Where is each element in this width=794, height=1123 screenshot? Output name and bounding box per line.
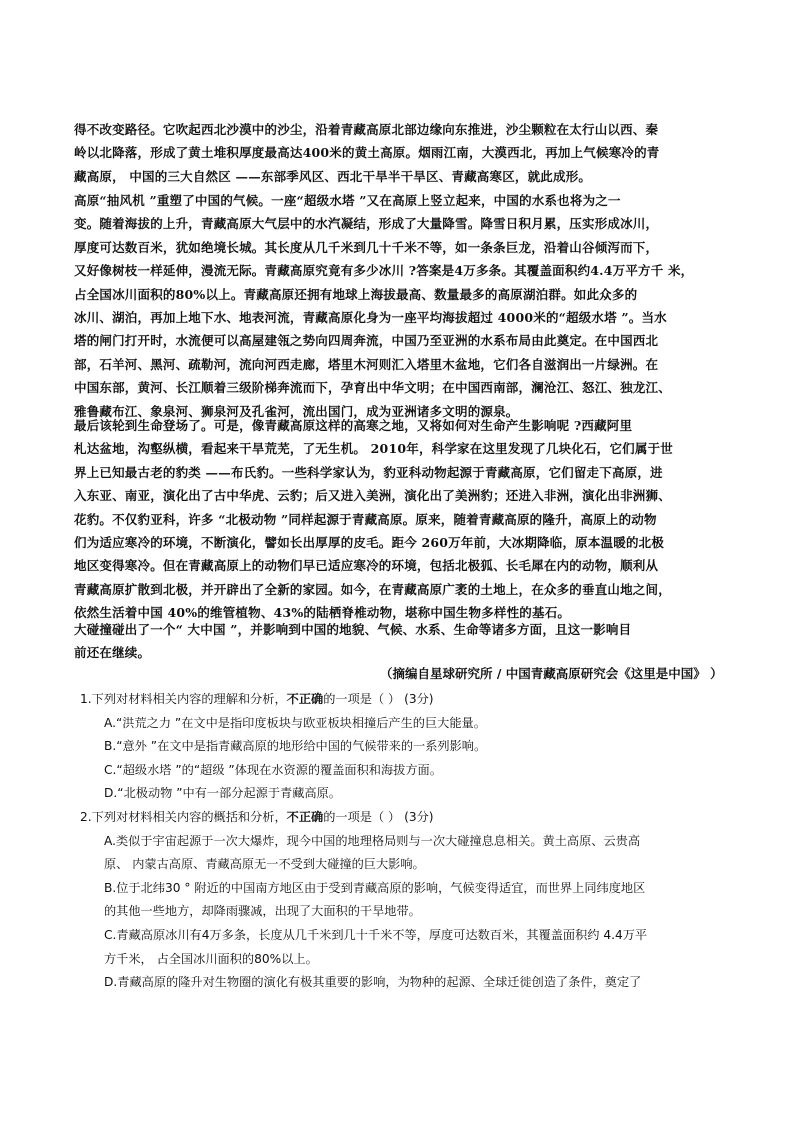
option-c: C.“超级水塔 ”的“超级 ”体现在水资源的覆盖面积和海拔方面。 (104, 762, 442, 777)
passage-line: 最后该轮到生命登场了。可是，像青藏高原这样的高寒之地，又将如何对生命产生影响呢 ?西藏阿里 (74, 418, 633, 433)
option-a: A.类似于宇宙起源于一次大爆炸，现今中国的地理格局则与一次大碰撞息息相关。黄土高原、云贵高 (104, 833, 641, 848)
emphasis-not-correct: 不正确 (286, 692, 324, 706)
passage-line: 们为适应寒冷的环境，不断演化，譬如长出厚厚的皮毛。距今 260万年前，大冰期降临，原本温暖的北极 (74, 535, 665, 551)
passage-line: 中国东部，黄河、长江顺着三级阶梯奔流而下，孕育出中华文明；在中国西南部，澜沧江、怒江、独龙江、 (74, 380, 671, 396)
passage-paragraph-2 (74, 189, 724, 423)
question-stem: 2.下列对材料相关内容的概括和分析，不正确的一项是（ ） (3分) (80, 810, 434, 824)
passage-paragraph-4 (74, 618, 724, 665)
passage-paragraph-1 (74, 118, 724, 188)
option-a-continued: 原、 内蒙古高原、青藏高原无一不受到大碰撞的巨大影响。 (104, 857, 425, 872)
passage-line: 入东亚、南亚，演化出了古中华虎、云豹；后又进入美洲，演化出了美洲豹；还进入非洲，演化出非洲狮、 (74, 488, 671, 504)
passage-line: 花豹。不仅豹亚科，许多 “北极动物 ”同样起源于青藏高原。原来，随着青藏高原的隆升，高原上的动物 (74, 511, 657, 527)
question-1 (80, 688, 720, 806)
question-stem: 1.下列对材料相关内容的理解和分析，不正确的一项是（ ） (3分) (80, 692, 434, 706)
passage-line: 地区变得寒冷。但在青藏高原上的动物们早已适应寒冷的环境，包括北极狐、长毛犀在内的动物，顺利从 (74, 558, 659, 574)
option-a: A.“洪荒之力 ”在文中是指印度板块与欧亚板块相撞后产生的巨大能量。 (104, 715, 486, 730)
passage-line: 青藏高原扩散到北极，并开辟出了全新的家园。如今，在青藏高原广袤的土地上，在众多的垂直山地之间， (74, 581, 671, 597)
option-c-continued: 方千米， 占全国冰川面积的80%以上。 (104, 951, 318, 966)
passage-line: 大碰撞碰出了一个“ 大中国 ”，并影响到中国的地貌、气候、水系、生命等诸多方面，且这一影响目 (74, 622, 632, 637)
option-c: C.青藏高原冰川有4万多条，长度从几千米到几十千米不等，厚度可达数百米，其覆盖面积约 4.4万平 (104, 927, 648, 942)
passage-line: 厚度可达数百米，犹如绝境长城。其长度从几千米到几十千米不等，如一条条巨龙，沿着山谷倾泻而下， (74, 239, 659, 255)
passage-line: 变。随着海拔的上升，青藏高原大气层中的水汽凝结，形成了大量降雪。降雪日积月累，压实形成冰川， (74, 216, 659, 232)
emphasis-not-correct: 不正确 (286, 810, 324, 824)
option-d: D.“北极动物 ”中有一部分起源于青藏高原。 (104, 786, 341, 801)
passage-line: 占全国冰川面积的80%以上。青藏高原还拥有地球上海拔最高、数量最多的高原湖泊群。如此众多的 (74, 286, 638, 302)
option-b-continued: 的其他一些地方，却降雨骤减，出现了大面积的干旱地带。 (104, 904, 421, 919)
passage-line: 部，石羊河、黑河、疏勒河，流向河西走廊，塔里木河则汇入塔里木盆地，它们各自滋润出一片绿洲。在 (74, 356, 659, 372)
passage-line: 冰川、湖泊，再加上地下水、地表河流，青藏高原化身为一座平均海拔超过 4000米的“超级水塔 ”。当水 (74, 310, 667, 326)
passage-line: 塔的闸门打开时，水流便可以高屋建瓴之势向四周奔流，中国乃至亚洲的水系布局由此奠定。在中国西北 (74, 333, 659, 349)
passage-line: 岭以北降落，形成了黄土堆积厚度最高达400米的黄土高原。烟雨江南，大漠西北，再加上气候寒冷的青 (74, 145, 660, 161)
passage-line: 界上已知最古老的豹类 ——布氏豹。一些科学家认为，豹亚科动物起源于青藏高原，它们留走下高原，进 (74, 464, 663, 480)
option-b: B.“意外 ”在文中是指青藏高原的地形给中国的气候带来的一系列影响。 (104, 739, 487, 754)
passage-line: 依然生活着中国 40%的维管植物、43%的陆栖脊椎动物，堪称中国生物多样性的基石。 (74, 605, 571, 621)
passage-line: 前还在继续。 (74, 645, 151, 661)
passage-line: 高原“抽风机 ”重塑了中国的气候。一座“超级水塔 ”又在高原上竖立起来，中国的水系也将为之一 (74, 193, 621, 208)
passage-line: 得不改变路径。它吹起西北沙漠中的沙尘，沿着青藏高原北部边缘向东推进，沙尘颗粒在太行山以西、秦 (74, 122, 659, 137)
passage-line: 雅鲁藏布江、象泉河、狮泉河及孔雀河，流出国门，成为亚洲诸多文明的源泉。 (74, 403, 519, 419)
source-citation: （摘编自星球研究所 / 中国青藏高原研究会《这里是中国》 ） (380, 666, 723, 681)
passage-line: 又好像树枝一样延伸，漫流无际。青藏高原究竟有多少冰川 ?答案是4万多条。其覆盖面积约4.4万平方千 米， (74, 263, 694, 279)
question-2 (80, 806, 720, 995)
option-d: D.青藏高原的隆升对生物圈的演化有极其重要的影响，为物种的起源、全球迁徙创造了条件，奠定了 (104, 975, 642, 990)
passage-paragraph-3 (74, 414, 724, 625)
passage-line: 藏高原， 中国的三大自然区 ——东部季风区、西北干旱半干旱区、青藏高寒区，就此成形。 (74, 168, 592, 184)
passage-line: 札达盆地，沟壑纵横，看起来干旱荒芜，了无生机。 2010年，科学家在这里发现了几块化石，它们属于世 (74, 441, 673, 457)
option-b: B.位于北纬30 ° 附近的中国南方地区由于受到青藏高原的影响，气候变得适宜，而世界上同纬度地区 (104, 880, 646, 895)
